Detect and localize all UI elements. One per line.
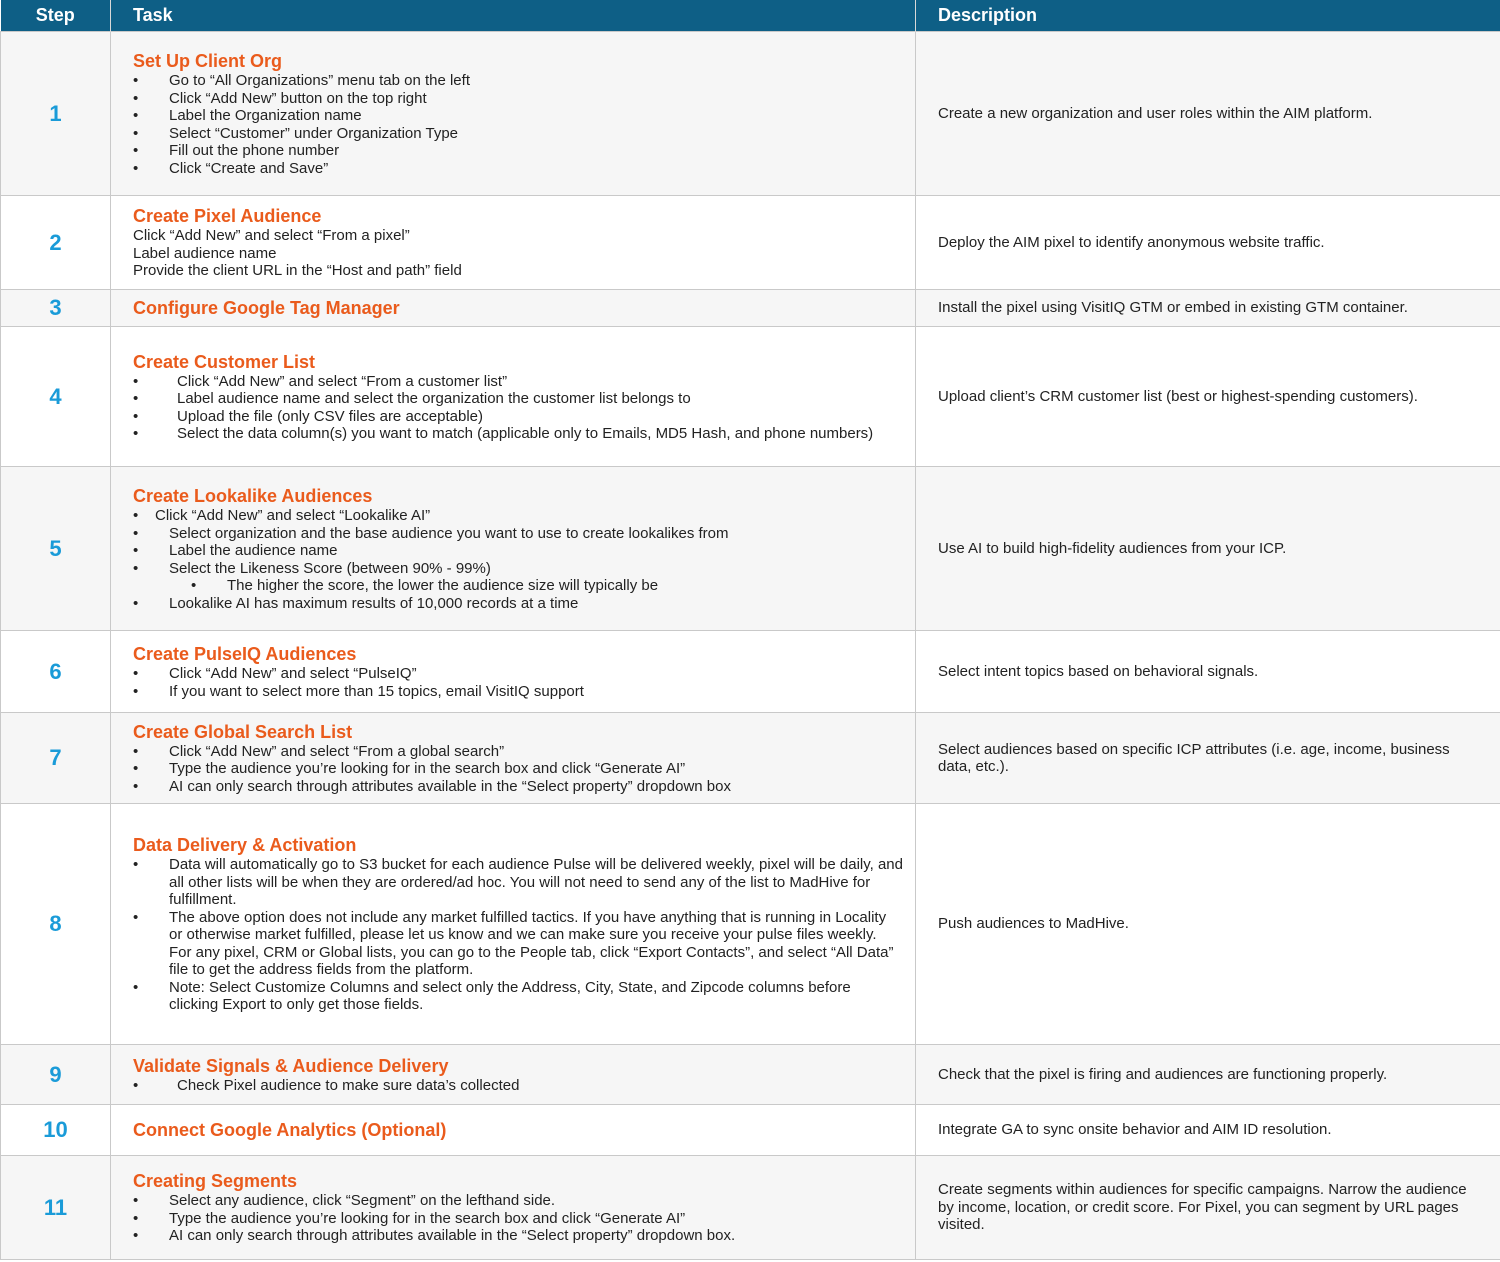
description-cell: Push audiences to MadHive. [916,804,1500,1045]
table-row [1,1105,1500,1156]
task-cell [111,327,916,467]
task-title: Data Delivery & Activation [133,835,357,856]
header-description: Description [916,0,1500,32]
description-cell: Deploy the AIM pixel to identify anonymous website traffic. [916,196,1500,290]
step-number: 7 [1,713,111,804]
task-title: Create PulseIQ Audiences [133,644,357,664]
task-line: • Click “Add New” and select “Lookalike AI” [133,507,431,524]
task-cell [111,631,916,713]
task-line: • AI can only search through attributes available in the “Select property” dropdown box [133,777,731,795]
task-line: Provide the client URL in the “Host and path” field [133,262,462,280]
task-cell [111,713,916,804]
description-cell: Create segments within audiences for specific campaigns. Narrow the audience by income, location, or credit score. For Pixel, you can segment by URL pages visited. [916,1156,1500,1260]
step-number: 9 [1,1045,111,1105]
task-line: • Click “Add New” and select “From a global search” [133,742,505,760]
table-row [1,290,1500,327]
step-number: 1 [1,32,111,196]
task-line: • Data will automatically go to S3 bucket for each audience Pulse will be delivered weekly, pixel will be daily, and all other lists will be when they are ordered/ad hoc. You will not need to send any of the list to MadHive for fulfillment. [133,856,903,909]
task-title: Set Up Client Org [133,51,283,71]
task-line: • Select organization and the base audience you want to use to create lookalikes from [133,524,729,542]
task-line: • Upload the file (only CSV files are acceptable) [133,407,483,425]
description-cell: Use AI to build high-fidelity audiences from your ICP. [916,467,1500,631]
task-title: Creating Segments [133,1171,298,1192]
task-line: • Label the audience name [133,542,338,559]
description-cell: Check that the pixel is firing and audiences are functioning properly. [916,1045,1500,1105]
task-title: Connect Google Analytics (Optional) [133,1120,447,1140]
task-line: • Select any audience, click “Segment” on the lefthand side. [133,1192,556,1210]
description-cell: Create a new organization and user roles within the AIM platform. [916,32,1500,196]
task-line: • Label the Organization name [133,107,362,124]
task-cell [111,804,916,1045]
description-cell: Upload client’s CRM customer list (best or highest-spending customers). [916,327,1500,467]
task-line: Label audience name [133,244,277,262]
task-line: • Go to “All Organizations” menu tab on the left [133,72,470,89]
table-row [1,327,1500,467]
task-title: Create Lookalike Audiences [133,486,373,506]
task-line: • Fill out the phone number [133,142,340,159]
table-row [1,631,1500,713]
task-line: • Select “Customer” under Organization Type [133,124,459,142]
task-subline: • The higher the score, the lower the audience size will typically be [191,577,659,594]
step-number: 11 [1,1156,111,1260]
task-title: Create Pixel Audience [133,206,322,227]
step-number: 8 [1,804,111,1045]
table-row [1,1156,1500,1260]
task-line: • AI can only search through attributes available in the “Select property” dropdown box. [133,1227,736,1245]
step-number: 6 [1,631,111,713]
task-title: Create Global Search List [133,721,353,742]
task-line: • Click “Add New” button on the top right [133,89,427,107]
task-title: Validate Signals & Audience Delivery [133,1055,449,1076]
description-cell: Select intent topics based on behavioral signals. [916,631,1500,713]
table-row [1,196,1500,290]
task-cell [111,467,916,631]
description-cell: Integrate GA to sync onsite behavior and AIM ID resolution. [916,1105,1500,1156]
task-title: Configure Google Tag Manager [133,298,400,318]
step-number: 5 [1,467,111,631]
table-row [1,467,1500,631]
task-line: • Check Pixel audience to make sure data’s collected [133,1076,520,1094]
header-row [1,0,1500,32]
step-number: 4 [1,327,111,467]
task-line: • Note: Select Customize Columns and select only the Address, City, State, and Zipcode columns before clicking Export to only get those fields. [133,978,851,1014]
description-cell: Install the pixel using VisitIQ GTM or embed in existing GTM container. [916,290,1500,327]
task-line: Click “Add New” and select “From a pixel” [133,227,410,245]
task-line: • Label audience name and select the organization the customer list belongs to [133,390,691,407]
step-number: 2 [1,196,111,290]
task-line: • Select the data column(s) you want to match (applicable only to Emails, MD5 Hash, and phone numbers) [133,425,874,442]
task-line: • Lookalike AI has maximum results of 10,000 records at a time [133,594,579,612]
task-line: • Click “Add New” and select “From a customer list” [133,372,508,390]
header-step: Step [1,0,111,32]
task-line: • Click “Add New” and select “PulseIQ” [133,665,417,682]
task-cell [111,290,916,327]
task-cell [111,1156,916,1260]
description-cell: Select audiences based on specific ICP attributes (i.e. age, income, business data, etc.). [916,713,1500,804]
table-row [1,1045,1500,1105]
task-line: • If you want to select more than 15 topics, email VisitIQ support [133,682,584,700]
table-row [1,804,1500,1045]
task-cell [111,196,916,290]
task-line: • Type the audience you’re looking for in the search box and click “Generate AI” [133,1209,686,1227]
table-row [1,713,1500,804]
step-number: 10 [1,1105,111,1156]
step-number: 3 [1,290,111,327]
task-line: • Click “Create and Save” [133,159,329,177]
task-cell [111,1105,916,1156]
task-line: • The above option does not include any market fulfilled tactics. If you have anything that is running in Locality or otherwise market fulfilled, please let us know and we can make sure you receive your pulse files weekly. For any pixel, CRM or Global lists, you can go to the People tab, click “Export Contacts”, and select “All Data” file to get the address fields from the platform. [133,908,894,979]
task-cell [111,1045,916,1105]
task-line: • Type the audience you’re looking for in the search box and click “Generate AI” [133,760,686,778]
table-row [1,32,1500,196]
task-cell [111,32,916,196]
task-title: Create Customer List [133,351,316,372]
header-task: Task [111,0,916,32]
task-line: • Select the Likeness Score (between 90% - 99%) [133,559,491,577]
